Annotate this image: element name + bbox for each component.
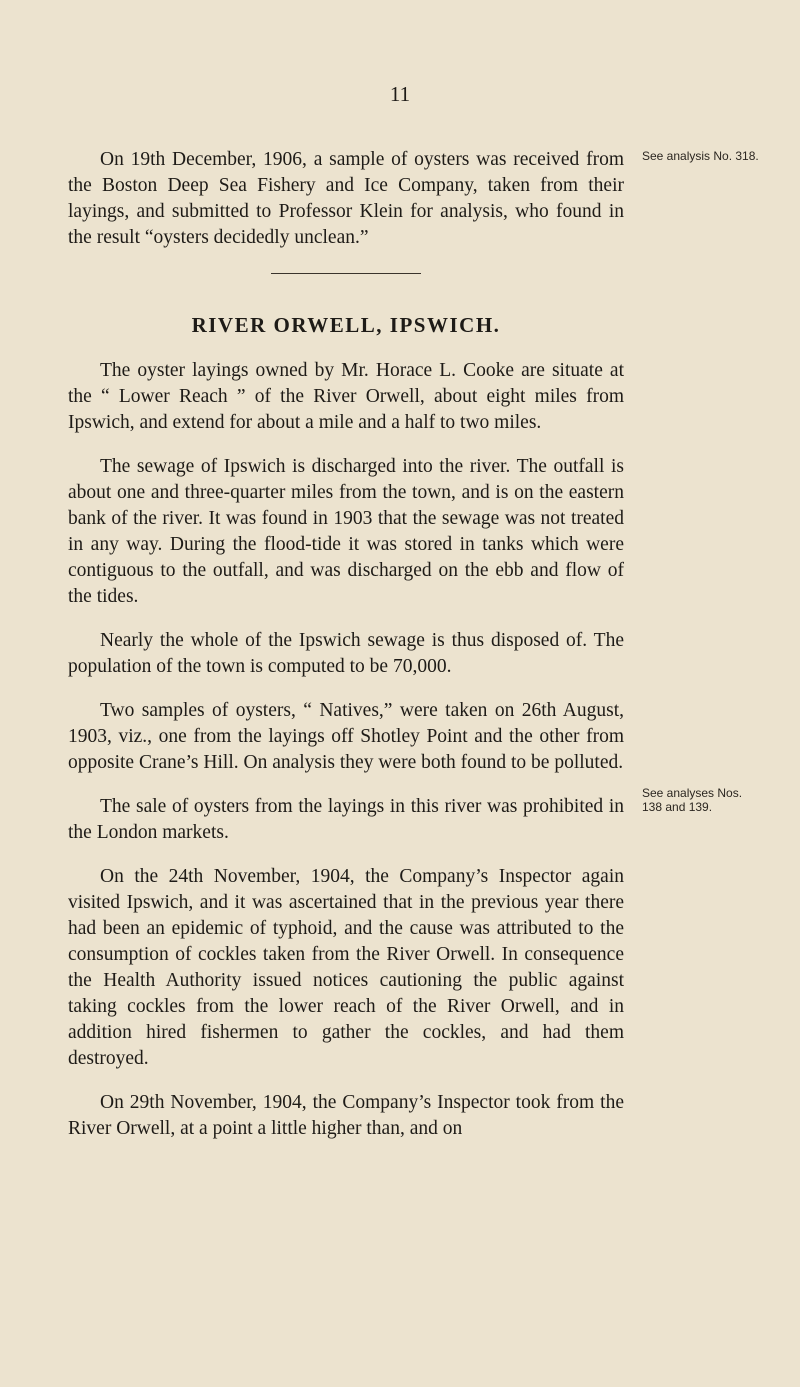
paragraph-typhoid-epidemic: On the 24th November, 1904, the Company’s Inspector again visited Ipswich, and it was ascertained that in the previous year there had been an epidemic of typhoid, and the cause was attributed to the consumption of cockles taken from the River Orwell. In consequence the Health Authority issued notices cautioning the public against taking cockles from the lower reach of the River Orwell, and in addition hired fishermen to gather the cockles, and had them destroyed. — [68, 866, 624, 1069]
section-heading: RIVER ORWELL, IPSWICH. — [191, 313, 501, 337]
text-column — [68, 147, 624, 1160]
paragraph-population: Nearly the whole of the Ipswich sewage is thus disposed of. The population of the town is computed to be 70,000. — [68, 630, 624, 677]
page-number: 11 — [389, 82, 411, 106]
margin-note-analyses-138-139: See analyses Nos. 138 and 139. — [642, 786, 743, 814]
section-divider — [271, 273, 421, 274]
paragraph-sale-prohibited: The sale of oysters from the layings in this river was prohibited in the London markets. — [68, 796, 624, 843]
margin-note-analysis-318: See analysis No. 318. — [642, 149, 759, 163]
paragraph-layings: The oyster layings owned by Mr. Horace L. Cooke are situate at the “ Lower Reach ” of the River Orwell, about eight miles from Ipswich, and extend for about a mile and a half to two miles. — [68, 360, 624, 433]
intro-paragraph: On 19th December, 1906, a sample of oysters was received from the Boston Deep Sea Fishery and Ice Company, taken from their layings, and submitted to Professor Klein for analysis, who found in the result “oysters decidedly unclean.” — [68, 149, 624, 248]
paragraph-samples: Two samples of oysters, “ Natives,” were taken on 26th August, 1903, viz., one from the layings off Shotley Point and the other from opposite Crane’s Hill. On analysis they were both found to be polluted. — [68, 700, 624, 773]
paragraph-inspector-visit: On 29th November, 1904, the Company’s Inspector took from the River Orwell, at a point a little higher than, and on — [68, 1092, 624, 1139]
paragraph-sewage: The sewage of Ipswich is discharged into the river. The outfall is about one and three-quarter miles from the town, and is on the eastern bank of the river. It was found in 1903 that the sewage was not treated in any way. During the flood-tide it was stored in tanks which were contiguous to the outfall, and was discharged on the ebb and flow of the tides. — [68, 456, 624, 607]
